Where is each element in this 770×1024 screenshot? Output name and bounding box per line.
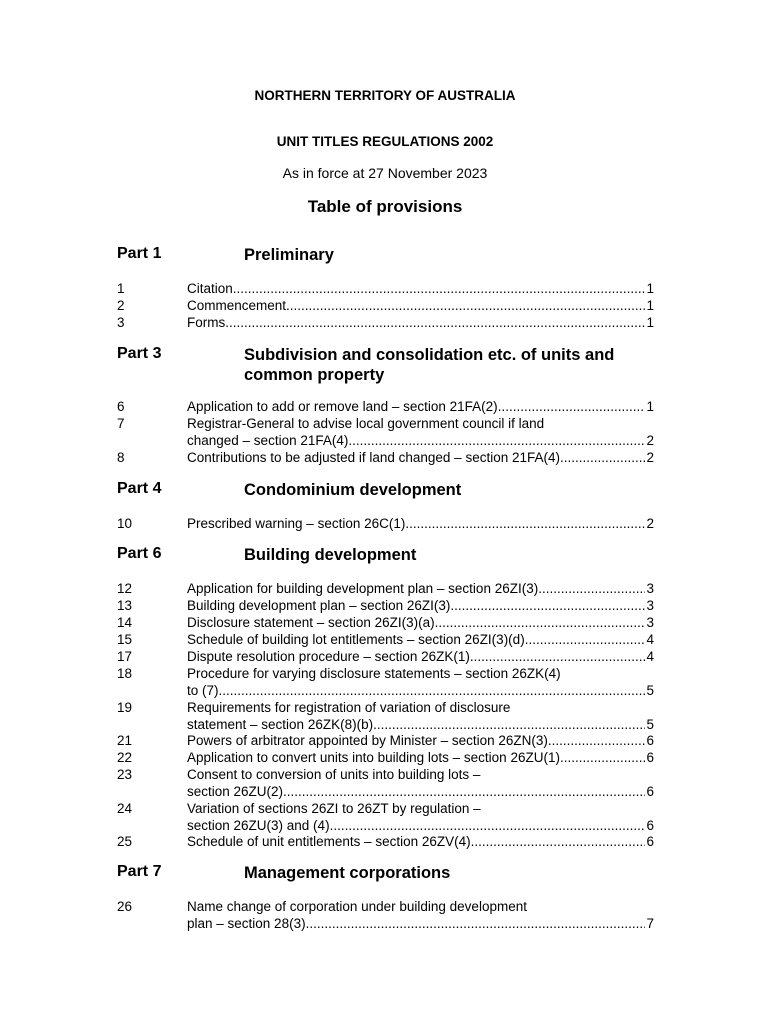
dot-leader [498,398,646,415]
part-title: Condominium development [244,481,462,499]
page-number: 6 [646,784,654,799]
toc-heading: Table of provisions [307,197,463,216]
part-label: Part 1 [117,245,162,262]
entry-line [187,732,654,749]
entry-body [187,631,654,648]
section-title: statement – section 26ZK(8)(b) [187,717,374,732]
dot-leader [219,682,646,699]
dot-leader [405,515,645,532]
entry-body [187,314,654,331]
dot-leader [233,280,646,297]
page-number: 1 [646,315,654,330]
section-title: Powers of arbitrator appointed by Minister – section 26ZN(3) [187,733,548,748]
section-title: Consent to conversion of units into building lots – [187,767,481,782]
entry-line [187,515,654,532]
page-number: 7 [646,916,654,931]
section-title: Application for building development plan – section 26ZI(3) [187,581,539,596]
page-number: 2 [646,433,654,448]
entry-line [187,631,654,648]
entry-body [187,415,654,449]
section-title: Disclosure statement – section 26ZI(3)(a) [187,615,435,630]
page-number: 1 [646,281,654,296]
entry-line [187,415,654,432]
entry-line [187,648,654,665]
entry-line [187,800,654,817]
dot-leader [525,631,646,648]
section-title: Application to add or remove land – section 21FA(2) [187,399,498,414]
section-number: 25 [117,834,133,849]
section-number: 14 [117,615,133,630]
dot-leader [538,580,645,597]
entry-line [187,580,654,597]
section-number: 21 [117,733,133,748]
part-label: Part 6 [117,545,162,562]
section-number: 12 [117,581,133,596]
dot-leader [548,732,646,749]
entry-line [187,398,654,415]
section-title: Forms [187,315,226,330]
section-title: to (7) [187,683,219,698]
section-title: plan – section 28(3) [187,916,306,931]
section-title: section 26ZU(3) and (4) [187,818,330,833]
page-number: 6 [646,750,654,765]
part-label: Part 4 [117,480,162,497]
part-title: Management corporations [244,864,451,882]
dot-leader [330,817,646,834]
entry-body [187,833,654,850]
section-number: 2 [117,298,125,313]
entry-line [187,716,654,733]
entry-body [187,580,654,597]
section-title: Citation [187,281,233,296]
section-title: Dispute resolution procedure – section 26ZK(1) [187,649,470,664]
section-number: 22 [117,750,133,765]
dot-leader [306,915,646,932]
page-number: 3 [646,615,654,630]
page-number: 3 [646,581,654,596]
entry-line [187,297,654,314]
entry-body [187,398,654,415]
page-number: 2 [646,516,654,531]
section-number: 15 [117,632,133,647]
section-number: 24 [117,801,133,816]
section-number: 17 [117,649,133,664]
page-number: 6 [646,733,654,748]
entry-line [187,449,654,466]
dot-leader [283,783,645,800]
part-title: Subdivision and consolidation etc. of units and common property [244,346,615,384]
part-label: Part 7 [117,863,162,880]
page-number: 6 [646,818,654,833]
entry-body [187,297,654,314]
page-number: 2 [646,450,654,465]
entry-body [187,766,654,800]
section-title: Contributions to be adjusted if land changed – section 21FA(4) [187,450,560,465]
part-title: Building development [244,546,417,564]
entry-line [187,766,654,783]
section-title: Schedule of building lot entitlements – section 26ZI(3)(d) [187,632,525,647]
section-number: 6 [117,399,125,414]
section-number: 7 [117,416,125,431]
entry-body [187,515,654,532]
entry-line [187,314,654,331]
section-title: Name change of corporation under building development [187,899,527,914]
jurisdiction-heading: NORTHERN TERRITORY OF AUSTRALIA [254,88,516,103]
section-number: 10 [117,516,133,531]
entry-body [187,665,654,699]
part-title: Preliminary [244,246,334,264]
section-number: 3 [117,315,125,330]
entry-body [187,898,654,932]
dot-leader [225,314,645,331]
section-number: 13 [117,598,133,613]
section-title: Variation of sections 26ZI to 26ZT by regulation – [187,801,481,816]
entry-body [187,449,654,466]
entry-line [187,915,654,932]
dot-leader [471,833,646,850]
dot-leader [560,749,646,766]
entry-line [187,432,654,449]
entry-line [187,597,654,614]
entry-line [187,682,654,699]
section-title: Schedule of unit entitlements – section 26ZV(4) [187,834,471,849]
entry-line [187,614,654,631]
entry-line [187,833,654,850]
page-number: 5 [646,683,654,698]
part-label: Part 3 [117,345,162,362]
section-title: Building development plan – section 26ZI(3) [187,598,451,613]
entry-body [187,614,654,631]
dot-leader [435,614,646,631]
entry-line [187,280,654,297]
section-title: changed – section 21FA(4) [187,433,349,448]
entry-body [187,597,654,614]
section-number: 19 [117,700,133,715]
entry-line [187,665,654,682]
dot-leader [470,648,646,665]
page-number: 6 [646,834,654,849]
page-number: 4 [646,632,654,647]
section-title: Commencement [187,298,287,313]
entry-body [187,800,654,834]
entry-line [187,898,654,915]
entry-body [187,648,654,665]
section-title: Prescribed warning – section 26C(1) [187,516,406,531]
entry-body [187,280,654,297]
dot-leader [373,716,645,733]
dot-leader [348,432,645,449]
section-title: Registrar-General to advise local government council if land [187,416,545,431]
document-title: UNIT TITLES REGULATIONS 2002 [276,134,494,149]
entry-body [187,699,654,733]
section-number: 1 [117,281,125,296]
entry-body [187,732,654,749]
section-number: 8 [117,450,125,465]
dot-leader [286,297,645,314]
section-title: Requirements for registration of variation of disclosure [187,700,511,715]
section-title: section 26ZU(2) [187,784,284,799]
entry-line [187,749,654,766]
entry-line [187,817,654,834]
page-number: 5 [646,717,654,732]
dot-leader [450,597,645,614]
page-number: 3 [646,598,654,613]
page-number: 4 [646,649,654,664]
section-number: 26 [117,899,133,914]
section-number: 23 [117,767,133,782]
in-force-date: As in force at 27 November 2023 [282,165,488,181]
entry-body [187,749,654,766]
dot-leader [560,449,645,466]
section-title: Application to convert units into building lots – section 26ZU(1) [187,750,560,765]
section-title: Procedure for varying disclosure statements – section 26ZK(4) [187,666,561,681]
page-number: 1 [646,298,654,313]
entry-line [187,783,654,800]
entry-line [187,699,654,716]
page-number: 1 [646,399,654,414]
section-number: 18 [117,666,133,681]
